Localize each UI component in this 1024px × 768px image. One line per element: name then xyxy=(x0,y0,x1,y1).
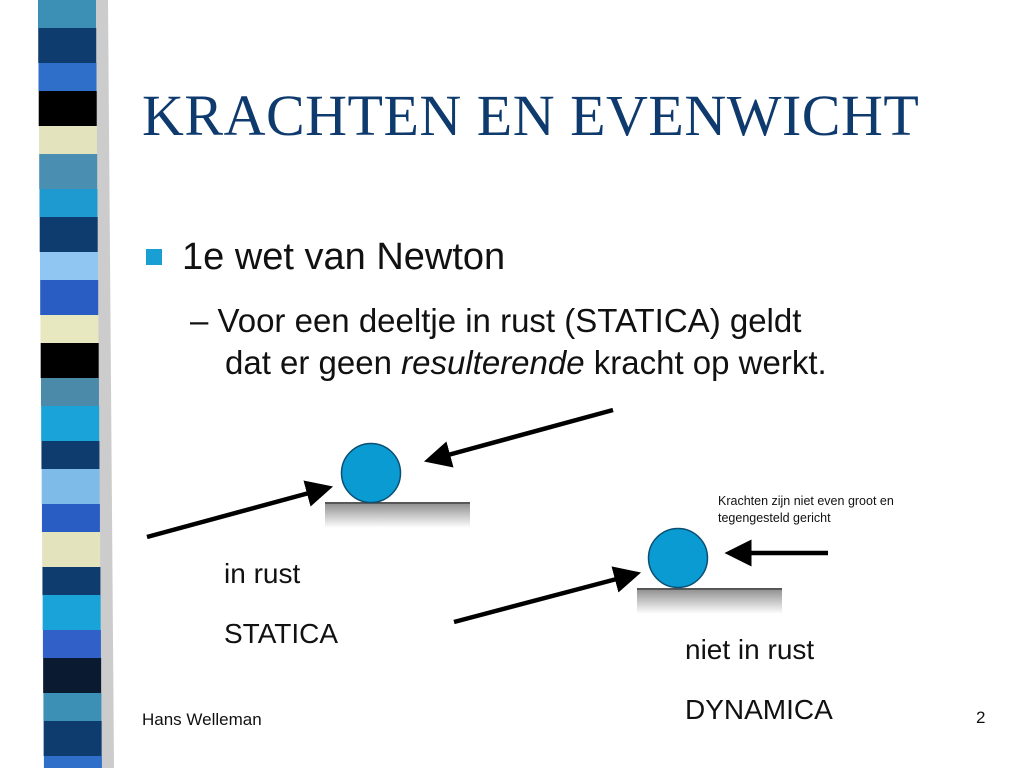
force-arrow-static-left xyxy=(147,490,320,537)
slide-title: KRACHTEN EN EVENWICHT xyxy=(142,83,920,148)
ball-dynamic xyxy=(649,529,708,588)
force-arrow-static-right xyxy=(437,410,613,458)
force-note: Krachten zijn niet even groot en tegengesteld gericht xyxy=(718,494,894,525)
sub-bullet-line1: Voor een deeltje in rust (STATICA) geldt xyxy=(217,302,802,339)
surface-dynamic xyxy=(637,588,782,614)
footer-author: Hans Welleman xyxy=(142,710,262,729)
bullet-heading: 1e wet van Newton xyxy=(182,236,506,278)
label-statica: STATICA xyxy=(224,618,339,649)
sub-line2-end: kracht op werkt. xyxy=(584,344,827,381)
sub-line2-start: dat er geen xyxy=(225,344,402,381)
ball-static xyxy=(342,444,401,503)
surface-static xyxy=(325,502,470,528)
page-number: 2 xyxy=(976,708,986,727)
sub-bullet-dash: – xyxy=(190,302,209,339)
label-dynamica: DYNAMICA xyxy=(685,694,833,725)
label-in-rust: in rust xyxy=(224,558,301,589)
sub-line2-emphasis: resulterende xyxy=(401,344,585,381)
force-arrow-dynamic-left xyxy=(454,576,628,622)
label-niet-in-rust: niet in rust xyxy=(685,634,815,665)
